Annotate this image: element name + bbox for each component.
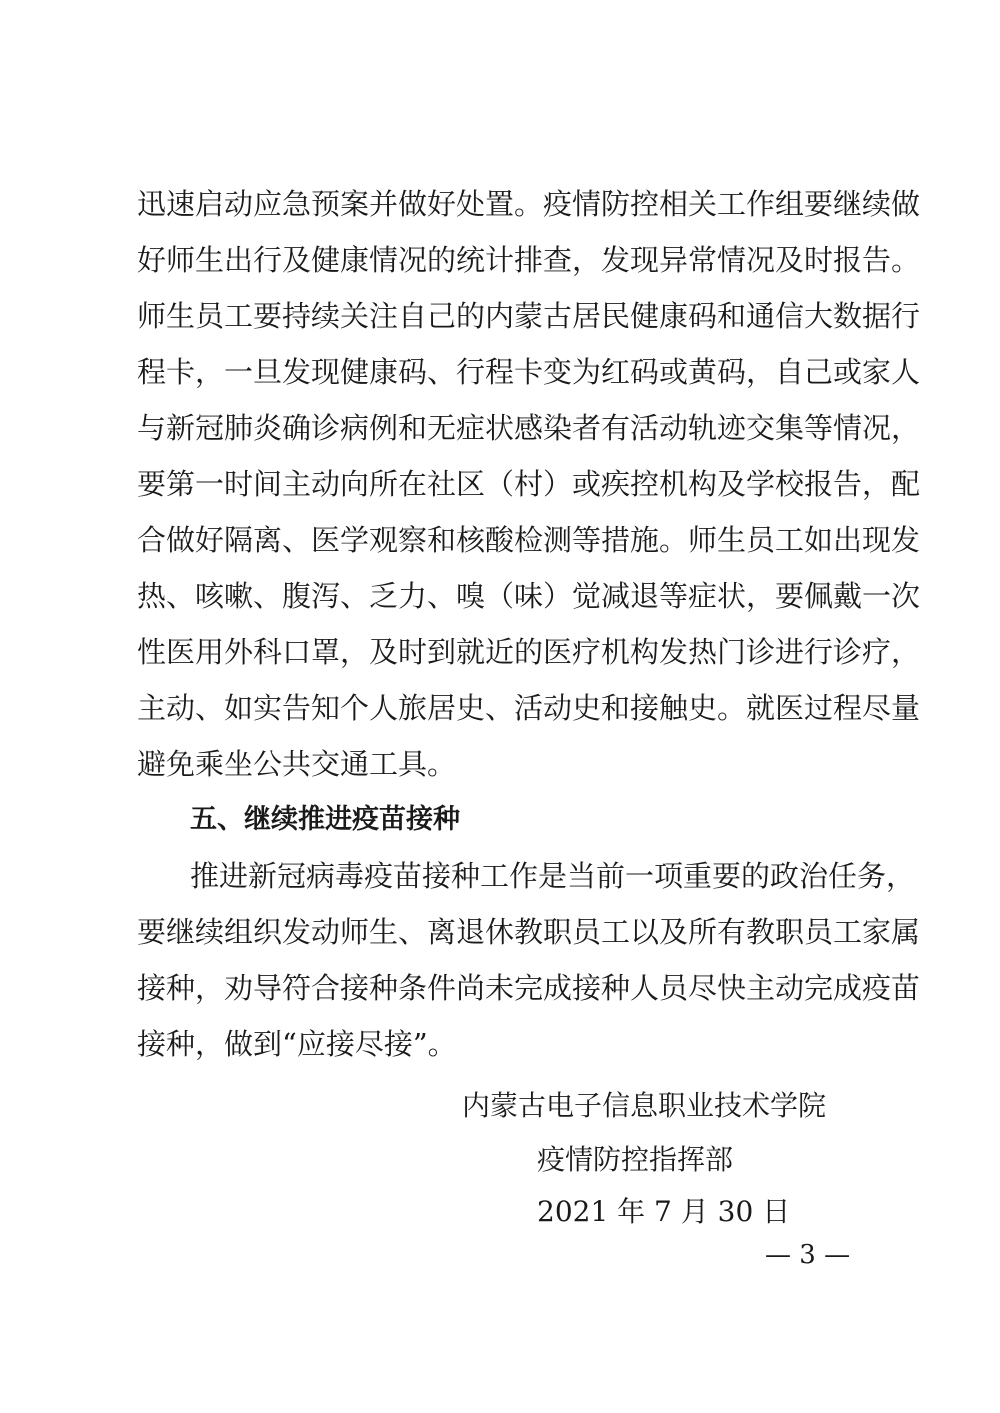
body-line-6: 要第一时间主动向所在社区（村）或疾控机构及学校报告，配: [137, 467, 921, 501]
signature-dept: 疫情防控指挥部: [537, 1143, 734, 1176]
section-line-3: 接种，劝导符合接种条件尚未完成接种人员尽快主动完成疫苗: [137, 971, 921, 1005]
body-line-7: 合做好隔离、医学观察和核酸检测等措施。师生员工如出现发: [137, 523, 921, 557]
body-line-11: 避免乘坐公共交通工具。: [137, 747, 457, 781]
page-number: — 3 —: [765, 1240, 851, 1270]
body-line-4: 程卡，一旦发现健康码、行程卡变为红码或黄码，自己或家人: [137, 355, 921, 389]
section-line-1: 推进新冠病毒疫苗接种工作是当前一项重要的政治任务，: [190, 859, 916, 893]
signature-org: 内蒙古电子信息职业技术学院: [462, 1089, 827, 1122]
body-line-3: 师生员工要持续关注自己的内蒙古居民健康码和通信大数据行: [137, 299, 921, 333]
signature-date: 2021 年 7 月 30 日: [537, 1195, 791, 1228]
body-line-5: 与新冠肺炎确诊病例和无症状感染者有活动轨迹交集等情况，: [137, 411, 921, 445]
section-heading: 五、继续推进疫苗接种: [190, 804, 460, 835]
body-line-8: 热、咳嗽、腹泻、乏力、嗅（味）觉减退等症状，要佩戴一次: [137, 579, 921, 613]
section-line-2: 要继续组织发动师生、离退休教职员工以及所有教职员工家属: [137, 915, 921, 949]
body-line-10: 主动、如实告知个人旅居史、活动史和接触史。就医过程尽量: [137, 691, 921, 725]
body-line-2: 好师生出行及健康情况的统计排查，发现异常情况及时报告。: [137, 243, 921, 277]
body-line-9: 性医用外科口罩，及时到就近的医疗机构发热门诊进行诊疗，: [137, 635, 921, 669]
section-line-4: 接种，做到“应接尽接”。: [137, 1027, 457, 1061]
body-line-1: 迅速启动应急预案并做好处置。疫情防控相关工作组要继续做: [137, 187, 921, 221]
